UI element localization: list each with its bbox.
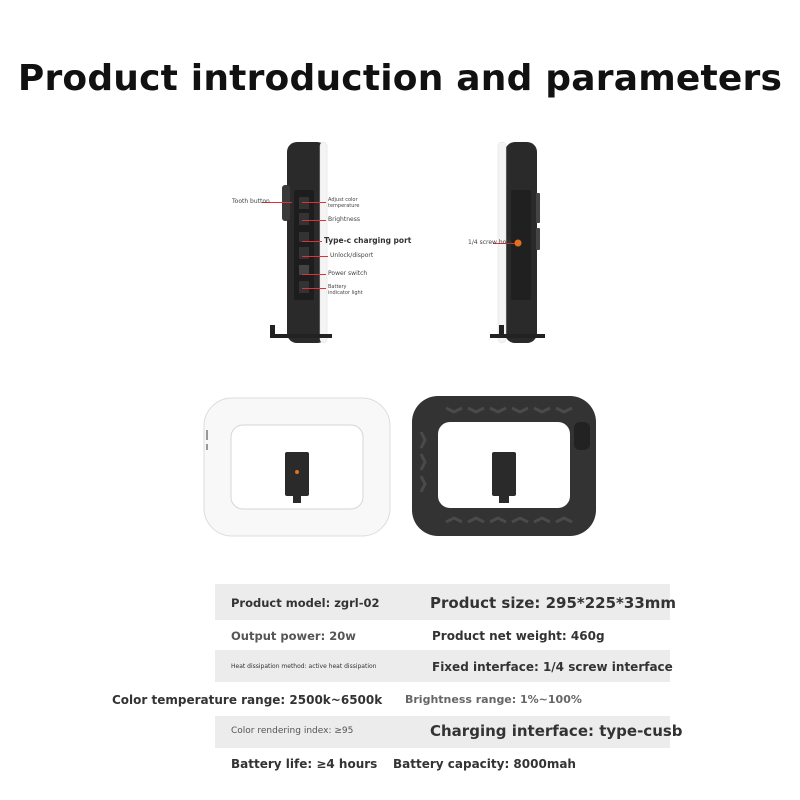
callout-line <box>302 256 328 257</box>
callout-line <box>302 202 326 203</box>
spec-net-weight: Product net weight: 460g <box>432 629 605 643</box>
spec-size: Product size: 295*225*33mm <box>430 594 677 612</box>
callout-unlock-port: Unlock/disport <box>330 252 374 259</box>
callout-line <box>302 288 326 289</box>
callout-color-temperature: Adjust color temperature <box>328 197 360 209</box>
callout-type-c-port: Type-c charging port <box>324 236 412 245</box>
page-title: Product introduction and parameters <box>17 58 783 99</box>
callout-screw-hole: 1/4 screw hole <box>468 239 512 246</box>
callout-line <box>302 220 326 221</box>
spec-heat-dissipation: Heat dissipation method: active heat dissipation <box>231 663 377 670</box>
callout-line <box>302 241 322 242</box>
callout-brightness: Brightness <box>328 216 360 223</box>
callout-toothed-button: Tooth button <box>232 198 270 205</box>
callout-power-switch: Power switch <box>328 270 368 277</box>
device-front-view-white <box>198 392 398 542</box>
device-back-view-dark <box>406 392 606 542</box>
spec-cri: Color rendering index: ≥95 <box>231 726 354 736</box>
spec-brightness-range: Brightness range: 1%~100% <box>405 693 582 706</box>
callout-line <box>302 274 326 275</box>
spec-battery-capacity: Battery capacity: 8000mah <box>393 757 576 771</box>
callout-battery-indicator: Battery indicator light <box>328 284 363 296</box>
spec-battery-life: Battery life: ≥4 hours <box>231 757 378 771</box>
spec-charging-interface: Charging interface: type-cusb <box>430 722 683 740</box>
spec-output-power: Output power: 20w <box>231 629 356 643</box>
spec-fixed-interface: Fixed interface: 1/4 screw interface <box>432 660 673 674</box>
spec-color-temperature: Color temperature range: 2500k~6500k <box>112 693 383 707</box>
spec-model: Product model: zgrl-02 <box>231 596 380 610</box>
